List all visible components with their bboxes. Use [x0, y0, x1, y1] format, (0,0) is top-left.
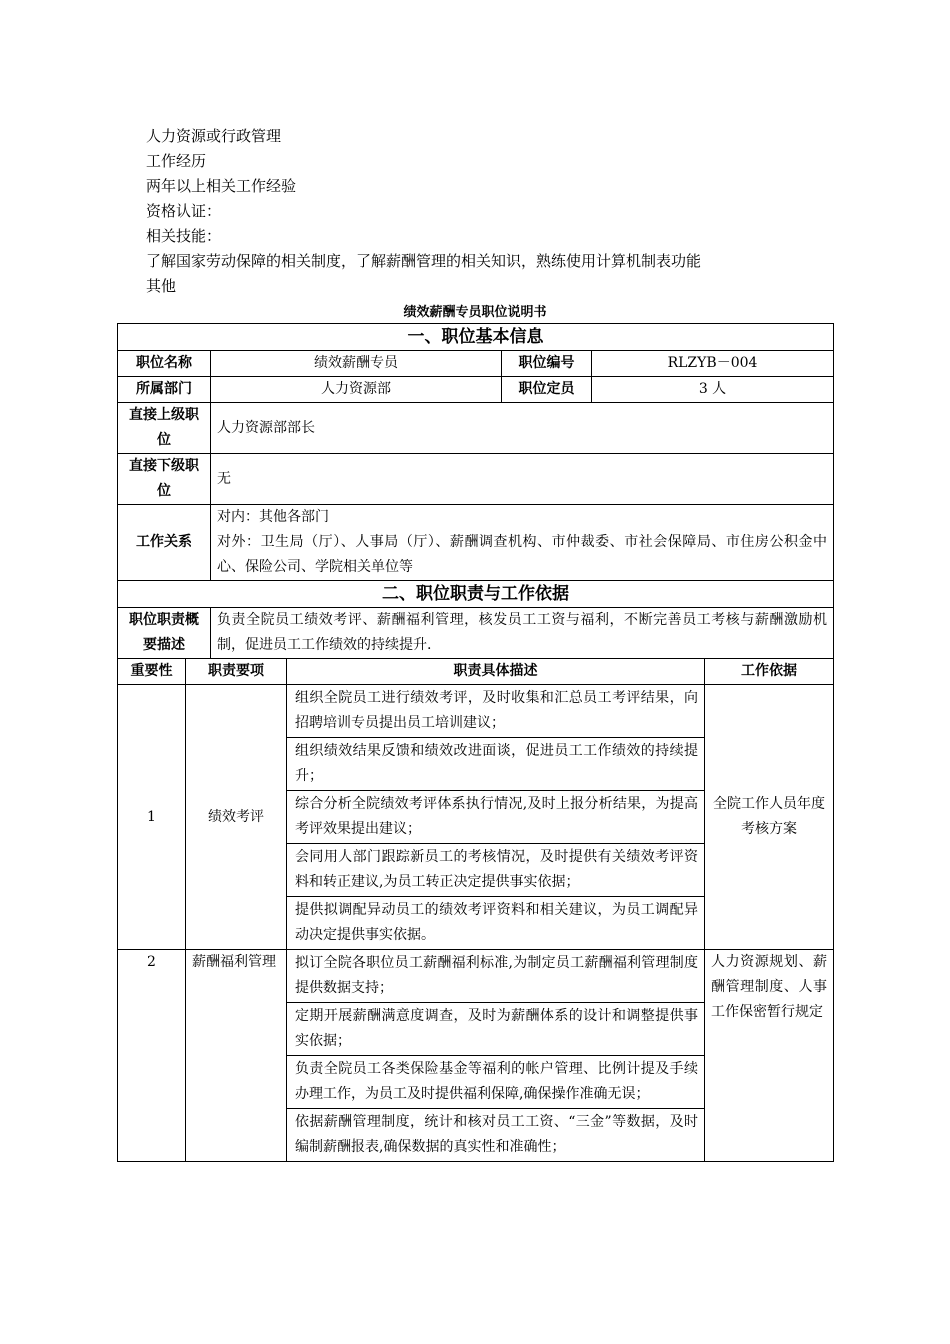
intro-line: 资格认证：: [146, 202, 222, 220]
intro-text: [146, 124, 701, 299]
subordinate-value: 无: [211, 454, 834, 505]
summary-value: 负责全院员工绩效考评、薪酬福利管理，核发员工工资与福利，不断完善员工考核与薪酬激励机制，促进员工工作绩效的持续提升.: [211, 608, 834, 659]
duty-item: 会同用人部门跟踪新员工的考核情况，及时提供有关绩效考评资料和转正建议,为员工转正决定提供事实依据；: [287, 844, 704, 897]
row-item: 薪酬福利管理: [186, 950, 287, 1162]
table-row: [118, 685, 834, 950]
header-item: 职责要项: [186, 659, 287, 685]
relations-label: 工作关系: [118, 505, 211, 581]
duty-item: 定期开展薪酬满意度调查，及时为薪酬体系的设计和调整提供事实依据；: [287, 1003, 704, 1056]
relations-external: 对外：卫生局（厅）、人事局（厅）、薪酬调查机构、市仲裁委、市社会保障局、市住房公积金中心、保险公司、学院相关单位等: [217, 534, 828, 575]
department-value: 人力资源部: [211, 377, 502, 403]
header-description: 职责具体描述: [287, 659, 705, 685]
relations-internal: 对内：其他各部门: [217, 509, 329, 525]
relations-value: [211, 505, 834, 581]
duty-item: 负责全院员工各类保险基金等福利的帐户管理、比例计提及手续办理工作，为员工及时提供福利保障,确保操作准确无误；: [287, 1056, 704, 1109]
intro-line: 了解国家劳动保障的相关制度，了解薪酬管理的相关知识，熟练使用计算机制表功能: [146, 252, 702, 270]
section2-title: 二、职位职责与工作依据: [118, 581, 834, 608]
duty-item: 依据薪酬管理制度，统计和核对员工工资、“三金”等数据，及时编制薪酬报表,确保数据的真实性和准确性；: [295, 1114, 698, 1155]
section1-title: 一、职位基本信息: [118, 324, 834, 351]
position-name-label: 职位名称: [118, 351, 211, 377]
department-label: 所属部门: [118, 377, 211, 403]
subordinate-label: 直接下级职位: [118, 454, 211, 505]
row-duties: [287, 685, 705, 950]
duty-item: 组织绩效结果反馈和绩效改进面谈，促进员工工作绩效的持续提升；: [287, 738, 704, 791]
duty-item: 综合分析全院绩效考评体系执行情况,及时上报分析结果，为提高考评效果提出建议；: [287, 791, 704, 844]
intro-line: 工作经历: [146, 152, 207, 170]
document-title: 绩效薪酬专员职位说明书: [403, 305, 547, 320]
row-duties: [287, 950, 705, 1162]
row-basis: 人力资源规划、薪酬管理制度、人事工作保密暂行规定: [705, 950, 834, 1162]
headcount-label: 职位定员: [502, 377, 592, 403]
summary-label: 职位职责概要描述: [118, 608, 211, 659]
row-basis: 全院工作人员年度考核方案: [705, 685, 834, 950]
intro-line: 相关技能：: [146, 227, 222, 245]
intro-line: 其他: [146, 277, 177, 295]
duty-item: 提供拟调配异动员工的绩效考评资料和相关建议，为员工调配异动决定提供事实依据。: [295, 902, 698, 943]
row-importance: 2: [118, 950, 186, 1162]
position-code-value: RLZYB－004: [592, 351, 834, 377]
duty-item: 组织全院员工进行绩效考评，及时收集和汇总员工考评结果，向招聘培训专员提出员工培训建议；: [287, 685, 704, 738]
headcount-value: 3 人: [592, 377, 834, 403]
superior-label: 直接上级职位: [118, 403, 211, 454]
header-basis: 工作依据: [705, 659, 834, 685]
duty-item: 拟订全院各职位员工薪酬福利标准,为制定员工薪酬福利管理制度提供数据支持；: [287, 950, 704, 1003]
header-importance: 重要性: [118, 659, 186, 685]
table-row: [118, 950, 834, 1162]
job-description-table: [117, 323, 834, 1162]
intro-line: 人力资源或行政管理: [146, 127, 282, 145]
row-item: 绩效考评: [186, 685, 287, 950]
position-code-label: 职位编号: [502, 351, 592, 377]
position-name-value: 绩效薪酬专员: [211, 351, 502, 377]
superior-value: 人力资源部部长: [211, 403, 834, 454]
intro-line: 两年以上相关工作经验: [146, 177, 297, 195]
row-importance: 1: [118, 685, 186, 950]
